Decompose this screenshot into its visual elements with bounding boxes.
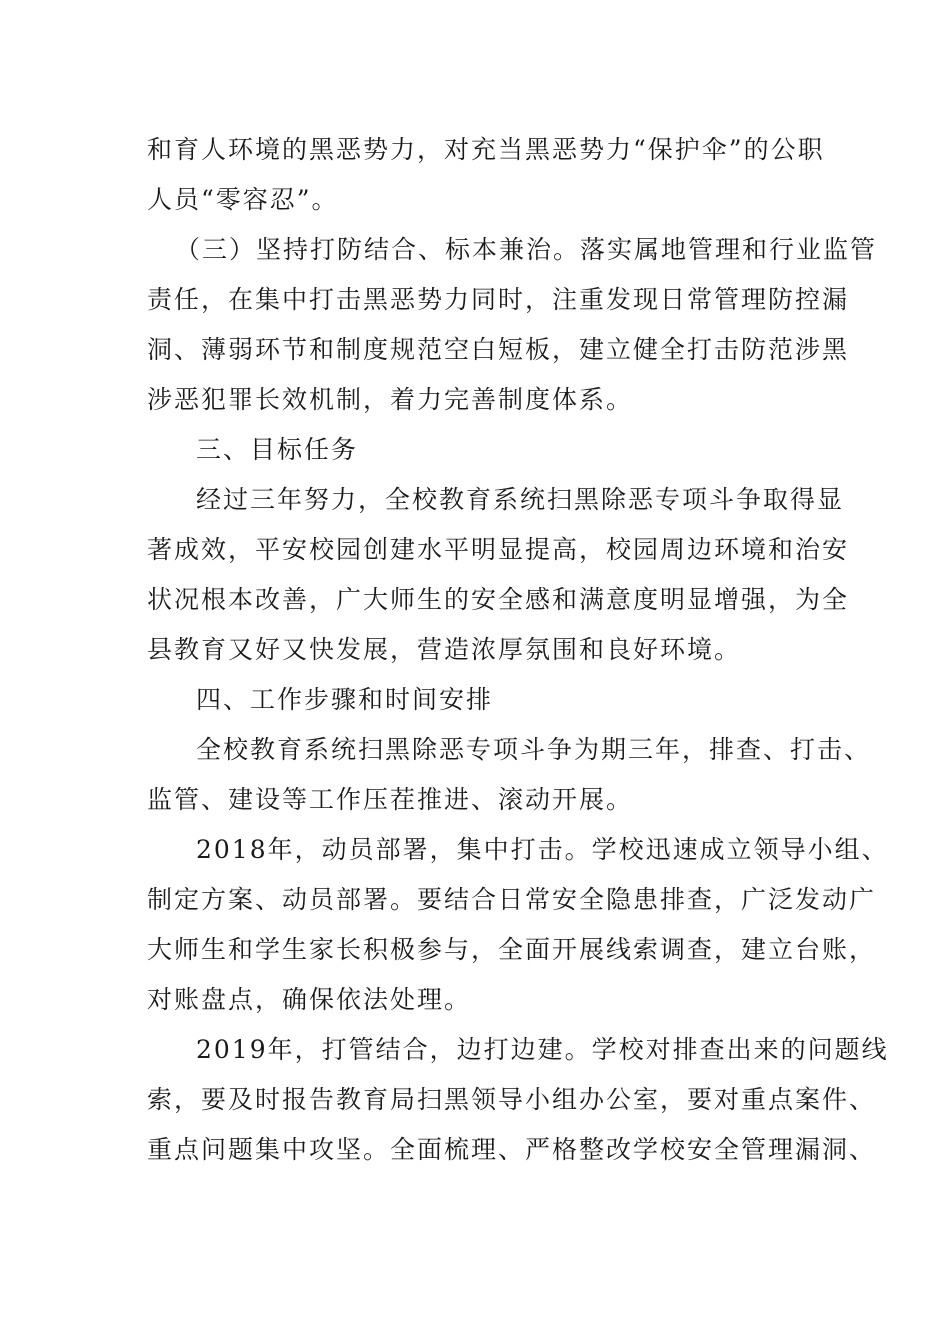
text-line: 2019年，打管结合，边打边建。学校对排查出来的问题线 bbox=[196, 1035, 889, 1064]
text-line: 大师生和学生家长积极参与，全面开展线索调查，建立台账， bbox=[147, 935, 877, 964]
text-line: 重点问题集中攻坚。全面梳理、严格整改学校安全管理漏洞、 bbox=[147, 1135, 877, 1164]
text-line: 责任，在集中打击黑恶势力同时，注重发现日常管理防控漏 bbox=[147, 285, 850, 314]
text-line: 监管、建设等工作压茬推进、滚动开展。 bbox=[147, 785, 634, 814]
text-line: 和育人环境的黑恶势力，对充当黑恶势力“保护伞”的公职 bbox=[147, 135, 825, 164]
text-line: 经过三年努力，全校教育系统扫黑除恶专项斗争取得显 bbox=[196, 485, 845, 514]
text-line: 对账盘点，确保依法处理。 bbox=[147, 985, 472, 1014]
text-line: 洞、薄弱环节和制度规范空白短板，建立健全打击防范涉黑 bbox=[147, 335, 850, 364]
text-line: 县教育又好又快发展，营造浓厚氛围和良好环境。 bbox=[147, 635, 742, 664]
text-line: （三）坚持打防结合、标本兼治。落实属地管理和行业监管 bbox=[175, 235, 878, 264]
text-line: 索，要及时报告教育局扫黑领导小组办公室，要对重点案件、 bbox=[147, 1085, 877, 1114]
text-line: 2018年，动员部署，集中打击。学校迅速成立领导小组、 bbox=[196, 835, 889, 864]
text-line: 人员“零容忍”。 bbox=[147, 185, 339, 214]
section-heading: 三、目标任务 bbox=[196, 435, 359, 464]
text-line: 著成效，平安校园创建水平明显提高，校园周边环境和治安 bbox=[147, 535, 850, 564]
text-line: 全校教育系统扫黑除恶专项斗争为期三年，排查、打击、 bbox=[196, 735, 872, 764]
text-line: 状况根本改善，广大师生的安全感和满意度明显增强，为全 bbox=[147, 585, 850, 614]
section-heading: 四、工作步骤和时间安排 bbox=[196, 685, 494, 714]
text-line: 涉恶犯罪长效机制，着力完善制度体系。 bbox=[147, 385, 634, 414]
text-line: 制定方案、动员部署。要结合日常安全隐患排查，广泛发动广 bbox=[147, 885, 877, 914]
